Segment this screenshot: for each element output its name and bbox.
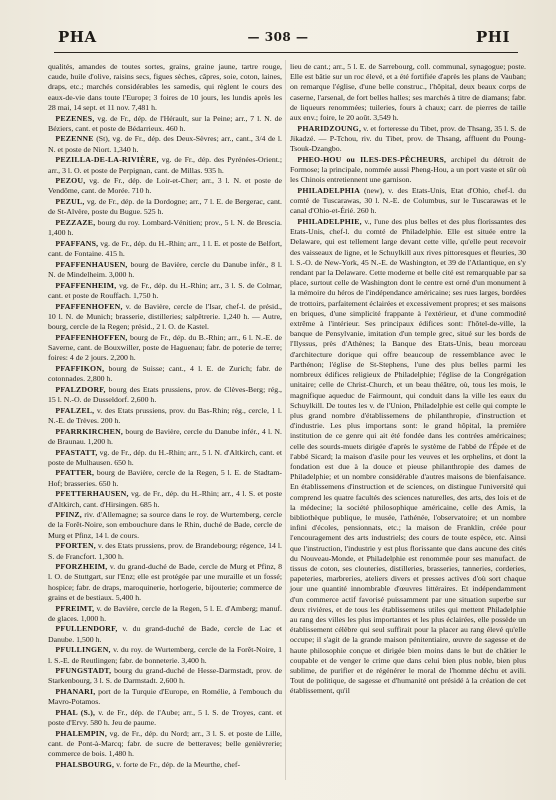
entry-headword: PHILADELPHIE, [297,217,362,227]
dictionary-entry [290,217,526,697]
entry-text: v. forte de Fr., dép. de la Meurthe, chef- [116,760,241,770]
entry-headword: PFALZDORF, [55,384,106,394]
dictionary-entry [48,134,282,154]
dictionary-entry [48,708,282,728]
entry-headword: PHILADELPHIA [297,185,361,195]
entry-text: bourg de Suisse; cant., 4 l. E. de Zurich; fabr. de cotonnades. 2,800 h. [48,363,282,384]
dictionary-entry [48,624,282,644]
entry-headword: PFAFFENHOFFEN, [55,332,128,342]
dictionary-entry [48,510,282,541]
entry-headword: PHALEMPIN, [55,729,108,738]
entry-headword: PFORZHEIM, [55,562,108,572]
entry-headword: PHARIDZOUNG, [297,123,362,133]
entry-headword: PFETTERHAUSEN, [55,489,129,499]
column-gutter [285,60,286,780]
dictionary-entry [290,62,526,123]
dictionary-entry [48,114,282,134]
entry-text: v. des Etats prussiens, prov. du Bas-Rhin; rég., cercle, 1 l. N.-E. de Trèves. 200 h. [48,405,282,425]
entry-text: vg. de Fr., dép. de Loir-et-Cher; arr., 3 l. N. et poste de Vendôme, cant. de Morée. 710 h. [48,176,282,196]
entry-headword: PFAFFENHEIM, [55,280,117,290]
entry-text: bourg de Bavière, cercle du Danube infér., 8 l. N. de Mindelheim. 3,000 h. [48,259,283,280]
dictionary-entry [48,333,282,364]
entry-headword: PFORTEN, [55,541,96,551]
page-number: — 308 — [247,30,309,44]
right-column [290,62,526,697]
entry-text: vg. de Fr., dép. de la Dordogne; arr., 7 l. E. de Bergerac, cant. de St-Alvère, poste du Bugue. 525 h. [48,197,283,217]
entry-text: v. de Fr., dép. de l'Aube; arr., 5 l. S. de Troyes, cant. et poste d'Ervy. 580 h. Jeu de paume. [48,708,282,728]
dictionary-entry [48,302,282,333]
dictionary-entry [48,541,282,561]
entry-text: port de la Turquie d'Europe, en Romélie, à l'embouch du Mavro-Potamos. [48,687,282,707]
page-header [0,28,556,52]
entry-headword: PHAL (S.), [55,708,96,718]
entry-headword: PFALZEL, [55,405,95,415]
entry-headword: PFULLINGEN, [55,645,111,655]
dictionary-entry [48,239,282,259]
entry-headword: PFINZ, [55,510,82,520]
dictionary-entry [48,176,282,196]
entry-text: vg. de Fr., dép. du Nord; arr., 3 l. S. et poste de Lille, cant. de Pont-à-Marcq; fabr. de sucre de betteraves; belle genièvrerie; commerce de bois. 1,480 h. [48,729,283,759]
entry-text: (St), vg. de Fr., dép. des Deux-Sèvres; arr., cant., 3/4 de l. N. et poste de Niort. 1,340 h. [48,134,282,154]
entry-headword: PFASTATT, [55,447,98,457]
entry-text: bourg de Bavière, cercle du Danube infér., 4 l. N. de Braunau. 1,200 h. [48,426,282,446]
entry-text: v. de Bavière, cercle de l'Isar, chef-l. de présid., 10 l. N. de Munich; brasserie, distilleries; salpêtrerie. 1,240 h. — Autre, bourg, cercle de la Regen; présid., 2 l. O. de Kastel. [48,301,282,332]
entry-text: lieu de cant.; arr., 5 l. E. de Sarrebourg, coll. communal, synagogue; poste. Elle est bâtie sur un roc élevé, et a été fortifiée d'après les plans de Vauban; on remarque l'église, d'une belle construc., l'hôpital, deux beaux corps de caserne, l'arsenal, de fort belles halles; ses marchés à titre de diamans; fabr. de liqueurs renommées; tuileries, fours à chaux; carr. de pierres de taille aux env.; foire, le 20 août. 3,549 h. [290,62,526,123]
entry-headword: PFUNGSTADT, [55,666,112,676]
entry-text: vg. de Fr., dép. du H.-Rhin; arr., 3 l. S. de Colmar, cant. et poste de Rouffach. 1,750 h. [48,280,283,300]
entry-headword: PEZZAZE, [55,218,96,228]
entry-headword: PFAFFENHAUSEN, [55,259,128,269]
entry-text: bourg du roy. Lombard-Vénitien; prov., 5 l. N. de Brescia. 1,400 h. [48,218,282,238]
entry-text: v., l'une des plus belles et des plus florissantes des Etats-Unis, chef-l. du comté de Philadelphie. Elle est située entre la Delaware, qui est tellement large devant cette ville, qu'elle peut recevoir des vaisseaux de ligne, et le Schuylkill aux rives pittoresques et fleuries, 30 l. S.-O. de New-York, 45 N.-E. de Washington, et 39 de l'Atlantique, en s'y rendant par la Delaware. Cette moderne et belle cité est remarquable par sa place, surtout celle de Washington dont le centre est orné d'un monument à la mémoire du héros de l'indépendance américaine; ses rues larges, bordées de trottoirs, parfaitement éclairées et excessivement propres; et ses maisons en briques, d'une simplicité frappante à l'extérieur, et d'une commodité extrême à l'intérieur. Ses principaux édifices sont: l'hôtel-de-ville, la banque de Pensylvanie, imitation d'un temple grec, situé sur les bords de l'Ilyssus, près d'Athènes; la Banque des Etats-Unis, beau morceau d'architecture dorique qui offre beaucoup de ressemblance avec le Parthénon; l'église de St-Stephens, l'une des plus belles parmi les nombreux édifices religieux de Philadelphie; l'église de la Congrégation unitaire; celle de Christ-Church, et un beau théâtre, où, tous les mois, le magnifique aqueduc de Fairmount, qui conduit dans la ville les eaux du Schuylkill. De toutes les v. de l'Union, Philadelphie est celle qui compte le plus grand nombre d'établissemens de philanthropie, d'instruction et d'industrie. Les plus importans sont: le grand hôpital, la première institution de ce genre qui ait été fondée dans les contrées américaines; celle des sourds-muets dirigée d'après le système de l'abbé de l'Épée et de l'abbé Sicard; la maison d'asile pour les veuves et les orphelins, et dont la fondation est due à la douce et pieuse philanthropie des dames de Philadelphie; et un nombre considérable d'autres maisons de bienfaisance. En établissemens d'instruction et de sciences, on distingue l'université qui comprend les quatre facultés des sciences naturelles, des arts, des lois et de la médecine; la société philosophique américaine, celle des Amis, la bibliothèque publique, le musée, l'athénée, l'observatoire; et un nombre infini d'écoles, pensionnats, etc.; la maison de Franklin, créée pour l'encouragement des arts industriels; des cours de toute espèce, etc. Ainsi que l'instruction, l'industrie y est plus florissante que dans aucune des cités du Nouveau-Monde, et Philadelphie est renommée pour ses manufact. de tissus de coton, ses clouteries, distilleries, brasseries, tanneries, corderies, papeteries, marbreries, ateliers divers et presses actives d'où sort chaque jour une quantité innombrable d'œuvres littéraires. Et indépendamment d'un commerce actif favorisé puissamment par une situation superbe sur deux rivières, et de tous les établissemens utiles qui mettent Philadelphie au rang des villes les plus importantes et les plus éclairées, elle possède un établissement célèbre qui seul suffirait pour la placer au rang élevé qu'elle occupe; il s'agit de la grande maison pénitentiaire, œuvre de sagesse et de haute philosophie conçue et dirigée bien moins dans le but de châtier le coupable et de venger le crime que dans celui bien plus noble, bien plus sublime, de purifier et de régénérer le moral de l'homme déchu et avili. Tout de politique, de sagesse et d'humanité ont présidé à la création de cet établissement, qu'il [290,217,526,696]
dictionary-entry [48,666,282,686]
dictionary-entry [290,155,526,186]
entry-headword: PEZOU, [55,176,86,186]
entry-text: vg. de Fr., dép. du H.-Rhin; arr., 4 l. S. et poste d'Altkirch, cant. d'Hirsingen. 685 h. [48,489,282,509]
dictionary-entry [48,385,282,405]
dictionary-entry [48,281,282,301]
entry-text: v. de Bavière, cercle de la Regen, 5 l. E. d'Amberg; manuf. de glaces. 1,000 h. [48,603,282,623]
running-head-right: PHI [476,28,510,46]
entry-headword: PFARRKIRCHEN, [55,426,124,436]
header-rule [54,52,518,53]
dictionary-entry [48,260,282,280]
entry-text: vg. de Fr., dép. du H.-Rhin; arr., 1 l. E. et poste de Belfort, cant. de Fontaine. 415 h. [48,238,283,259]
dictionary-entry [48,687,282,707]
entry-headword: PFAFFIKON, [55,363,105,373]
entry-text: (new), v. des Etats-Unis, Etat d'Ohio, chef-l. du comté de Tuscarawas, 30 l. N.-E. de Columbus, sur le Tuscarawas et le canal d'Ohio-et-Érié. 260 h. [290,185,527,216]
entry-text: vg. de Fr., dép. du H.-Rhin; arr., 5 l. N. d'Altkirch, cant. et poste de Mulhausen. 650 h. [48,447,283,467]
dictionary-entry [290,124,526,155]
entry-text: bourg de Bavière, cercle de la Regen, 5 l. E. de Stadtam-Hof; brasseries. 650 h. [48,468,282,488]
dictionary-entry [48,562,282,603]
dictionary-entry [48,448,282,468]
entry-headword: PHEO-HOU ou ILES-DES-PÊCHEURS, [297,154,447,164]
entry-text: v. du roy. de Wurtemberg, cercle de la Forêt-Noire, 1 l. S.-E. de Reutlingen; fabr. de bonneterie. 3,400 h. [48,645,282,665]
dictionary-entry [48,197,282,217]
dictionary-entry [48,62,282,113]
entry-headword: PFREIMT, [55,603,95,613]
dictionary-entry [290,186,526,217]
entry-headword: PFAFFANS, [55,238,99,248]
entry-headword: PFATTER, [55,468,95,478]
dictionary-entry [48,406,282,426]
entry-headword: PHALSBOURG, [55,760,115,770]
dictionary-entry [48,218,282,238]
entry-text: v. du grand-duché de Bade, cercle de Lac et Danube. 1,500 h. [48,624,282,644]
entry-headword: PEZUL, [55,197,85,207]
entry-text: qualités, amandes de toutes sortes, grains, graine jaune, tartre rouge, caude, huile d'olive, raisins secs, figues sèches, câpres, soie, coton, laines, draps, etc.; marchés considérables les samedis, qui règlent le cours des eaux-de-vie dans toute l'Europe; 3 foires de 10 jours, les lundis après les 28 mai, 14 sept. et 11 nov. 7,481 h. [48,62,282,112]
entry-text: bourg de Fr., dép. du B.-Rhin; arr., 6 l. N.-E. de Saverne, cant. de Bouxwiller, poste de Haguenau; fabr. de poterie de terre; foires: 4 de 2 jours. 2,200 h. [48,332,283,363]
entry-text: riv. d'Allemagne; sa source dans le roy. de Wurtemberg, cercle de la Forêt-Noire, son embouchure dans le Rhin, duché de Bade, cercle de Murg et Pfinz, 14 l. de cours. [48,510,282,540]
entry-headword: PEZENES, [55,113,95,123]
entry-headword: PEZILLA-DE-LA-RIVIÈRE, [55,155,159,165]
entry-text: v. du grand-duché de Bade, cercle de Murg et Pfinz, 8 l. O. de Stuttgart, sur l'Enz; elle est protégée par une muraille et un fossé; hospice; fabr. de draps, maroquinerie, horlogerie, bijouterie; commerce de grains et de bestiaux. 5,400 h. [48,562,282,602]
running-head-left: PHA [58,28,97,46]
entry-text: archipel du détroit de Formose; la principale, nommée aussi Pheng-Hou, a un port vaste et sûr où les Chinois entretiennent une garnison. [290,154,527,185]
entry-text: vg. de Fr., dép. de l'Hérault, sur la Peine; arr., 7 l. N. de Béziers, cant. et poste de Bédarrieux. 460 h. [48,113,283,133]
dictionary-entry [48,645,282,665]
entry-headword: PEZENNE [55,134,94,144]
entry-text: v. et forteresse du Tibet, prov. de Thsang, 35 l. S. de Jikadzé. — P-Tchou, riv. du Tibet, prov. de Thsang, affluent du Poung-Tsouk-Dzangbo. [290,123,526,154]
dictionary-entry [48,604,282,624]
entry-text: vg. de Fr., dép. des Pyrénées-Orient.; arr., 3 l. O. et poste de Perpignan, cant. de Millas. 935 h. [48,155,282,175]
dictionary-entry [48,489,282,509]
entry-text: v. des Etats prussiens, prov. de Brandebourg; régence, 14 l. S. de Francfort. 1,300 h. [48,541,282,561]
entry-headword: PFULLENDORF, [55,624,118,634]
dictionary-entry [48,760,282,770]
entry-headword: PHANARI, [55,687,96,697]
dictionary-entry [48,364,282,384]
entry-text: bourg du grand-duché de Hesse-Darmstadt, prov. de Starkenbourg, 3 l. S. de Darmstadt. 2,600 h. [48,666,283,686]
left-column [48,62,282,771]
dictionary-entry [48,468,282,488]
entry-text: bourg des Etats prussiens, prov. de Clèves-Berg; rég., 15 l. N.-O. de Dusseldorf. 2,600 h. [48,384,283,404]
entry-headword: PFAFFENHOFEN, [55,301,123,311]
dictionary-entry [48,729,282,760]
dictionary-entry [48,427,282,447]
dictionary-entry [48,155,282,175]
